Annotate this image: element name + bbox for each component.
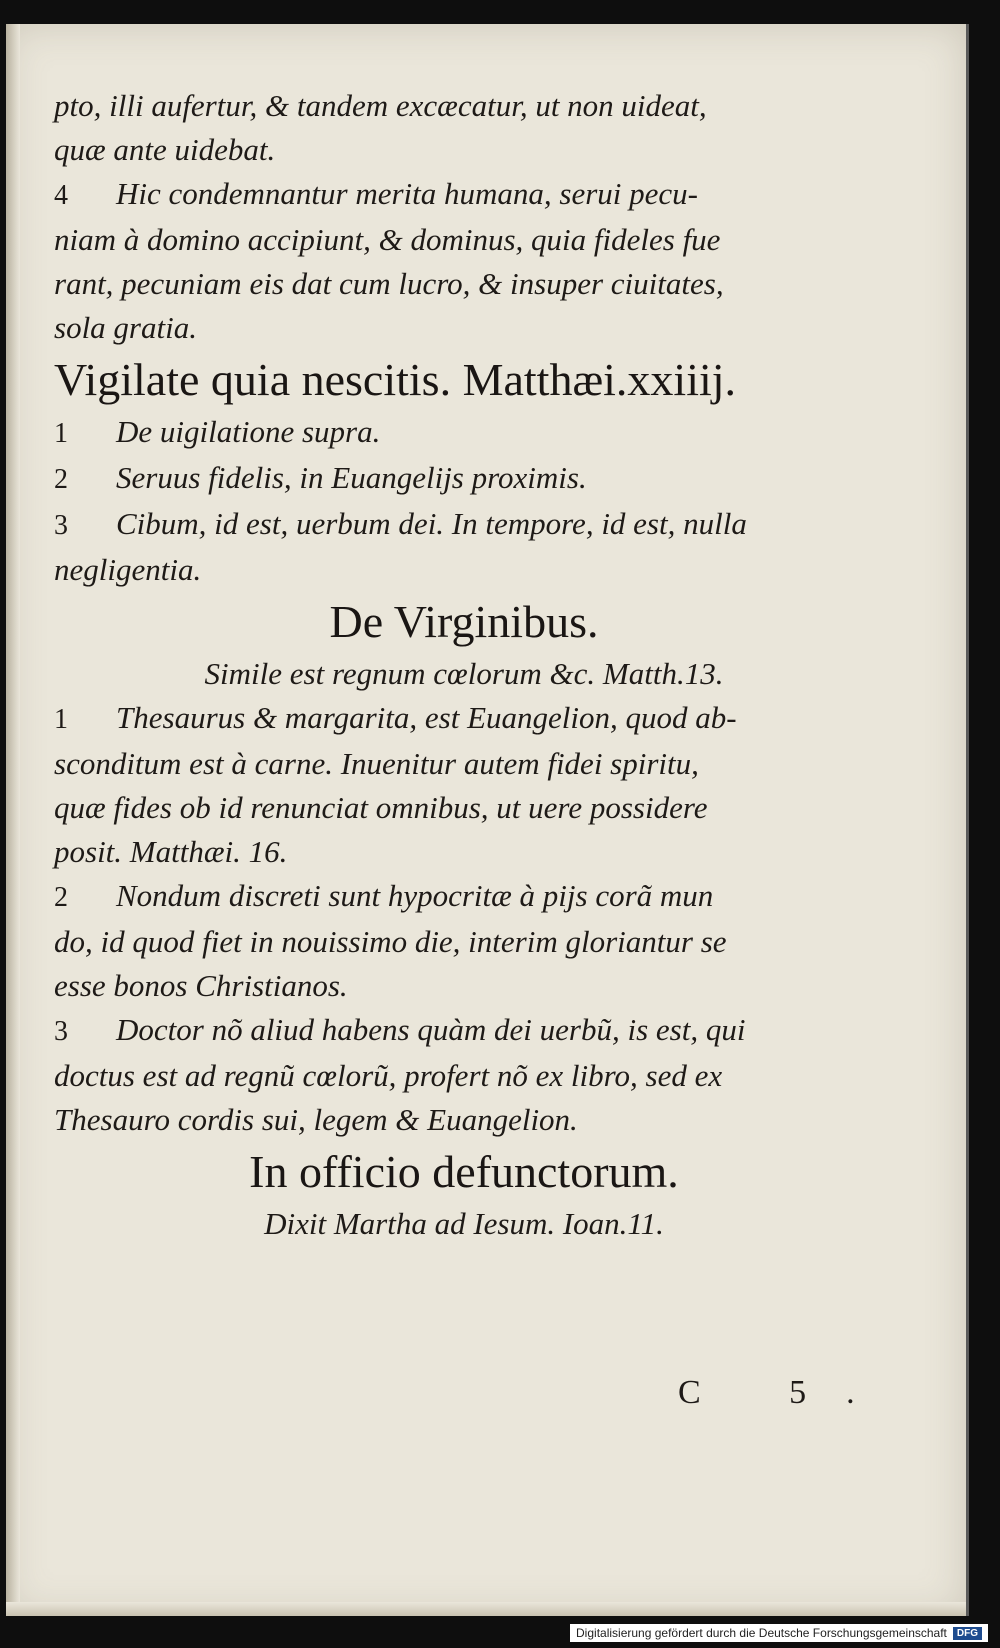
- item-number: 2: [54, 464, 68, 495]
- item-number: 2: [54, 882, 68, 913]
- digitization-credit: [570, 1624, 988, 1642]
- item-number: 1: [54, 704, 68, 735]
- text-line: posit. Matthæi. 16.: [54, 834, 288, 869]
- page-bottom-edge: [6, 1602, 966, 1616]
- section-subheading-defunctorum: Dixit Martha ad Iesum. Ioan.11.: [264, 1206, 664, 1241]
- numbered-item: [54, 456, 874, 502]
- text-line: pto, illi aufertur, & tandem excæcatur, ut non uideat,: [54, 88, 707, 123]
- dfg-logo-icon: DFG: [953, 1627, 982, 1640]
- text-line: esse bonos Christianos.: [54, 968, 348, 1003]
- item-text: Cibum, id est, uerbum dei. In tempore, id est, nulla: [116, 506, 747, 541]
- text-line: negligentia.: [54, 552, 202, 587]
- text-line: Thesauro cordis sui, legem & Euangelion.: [54, 1102, 578, 1137]
- text-line: sola gratia.: [54, 310, 197, 345]
- numbered-item: [54, 410, 874, 456]
- page-text: [54, 84, 874, 1246]
- numbered-item: [54, 172, 874, 218]
- page-gutter-shadow: [6, 24, 20, 1616]
- text-line: do, id quod fiet in nouissimo die, interim gloriantur se: [54, 924, 727, 959]
- text-line: quæ fides ob id renunciat omnibus, ut uere possidere: [54, 790, 708, 825]
- section-heading-defunctorum: In officio defunctorum.: [249, 1146, 679, 1197]
- text-line: doctus est ad regnũ cœlorũ, profert nõ ex libro, sed ex: [54, 1058, 723, 1093]
- numbered-item: [54, 696, 874, 742]
- item-number: 3: [54, 1016, 68, 1047]
- item-number: 3: [54, 510, 68, 541]
- item-text: Seruus fidelis, in Euangelijs proximis.: [116, 460, 587, 495]
- text-line: quæ ante uidebat.: [54, 132, 276, 167]
- text-line: sconditum est à carne. Inuenitur autem fidei spiritu,: [54, 746, 699, 781]
- section-subheading-virginibus: Simile est regnum cœlorum &c. Matth.13.: [204, 656, 724, 691]
- item-number: 1: [54, 418, 68, 449]
- section-heading-virginibus: De Virginibus.: [329, 596, 599, 647]
- item-text: Thesaurus & margarita, est Euangelion, quod ab-: [116, 700, 737, 735]
- section-heading-vigilate: Vigilate quia nescitis. Matthæi.xxiiij.: [54, 354, 737, 405]
- book-page: [6, 24, 969, 1616]
- text-line: niam à domino accipiunt, & dominus, quia fideles fue: [54, 222, 721, 257]
- numbered-item: [54, 1008, 874, 1054]
- item-text: Doctor nõ aliud habens quàm dei uerbũ, is est, qui: [116, 1012, 746, 1047]
- signature-mark: C 5.: [678, 1374, 895, 1411]
- item-text: Hic condemnantur merita humana, serui pecu-: [116, 176, 699, 211]
- text-line: rant, pecuniam eis dat cum lucro, & insuper ciuitates,: [54, 266, 724, 301]
- numbered-item: [54, 874, 874, 920]
- item-number: 4: [54, 180, 68, 211]
- item-text: Nondum discreti sunt hypocritæ à pijs corã mun: [116, 878, 714, 913]
- credit-text: Digitalisierung gefördert durch die Deutsche Forschungsgemeinschaft: [576, 1626, 947, 1640]
- item-text: De uigilatione supra.: [116, 414, 381, 449]
- numbered-item: [54, 502, 874, 548]
